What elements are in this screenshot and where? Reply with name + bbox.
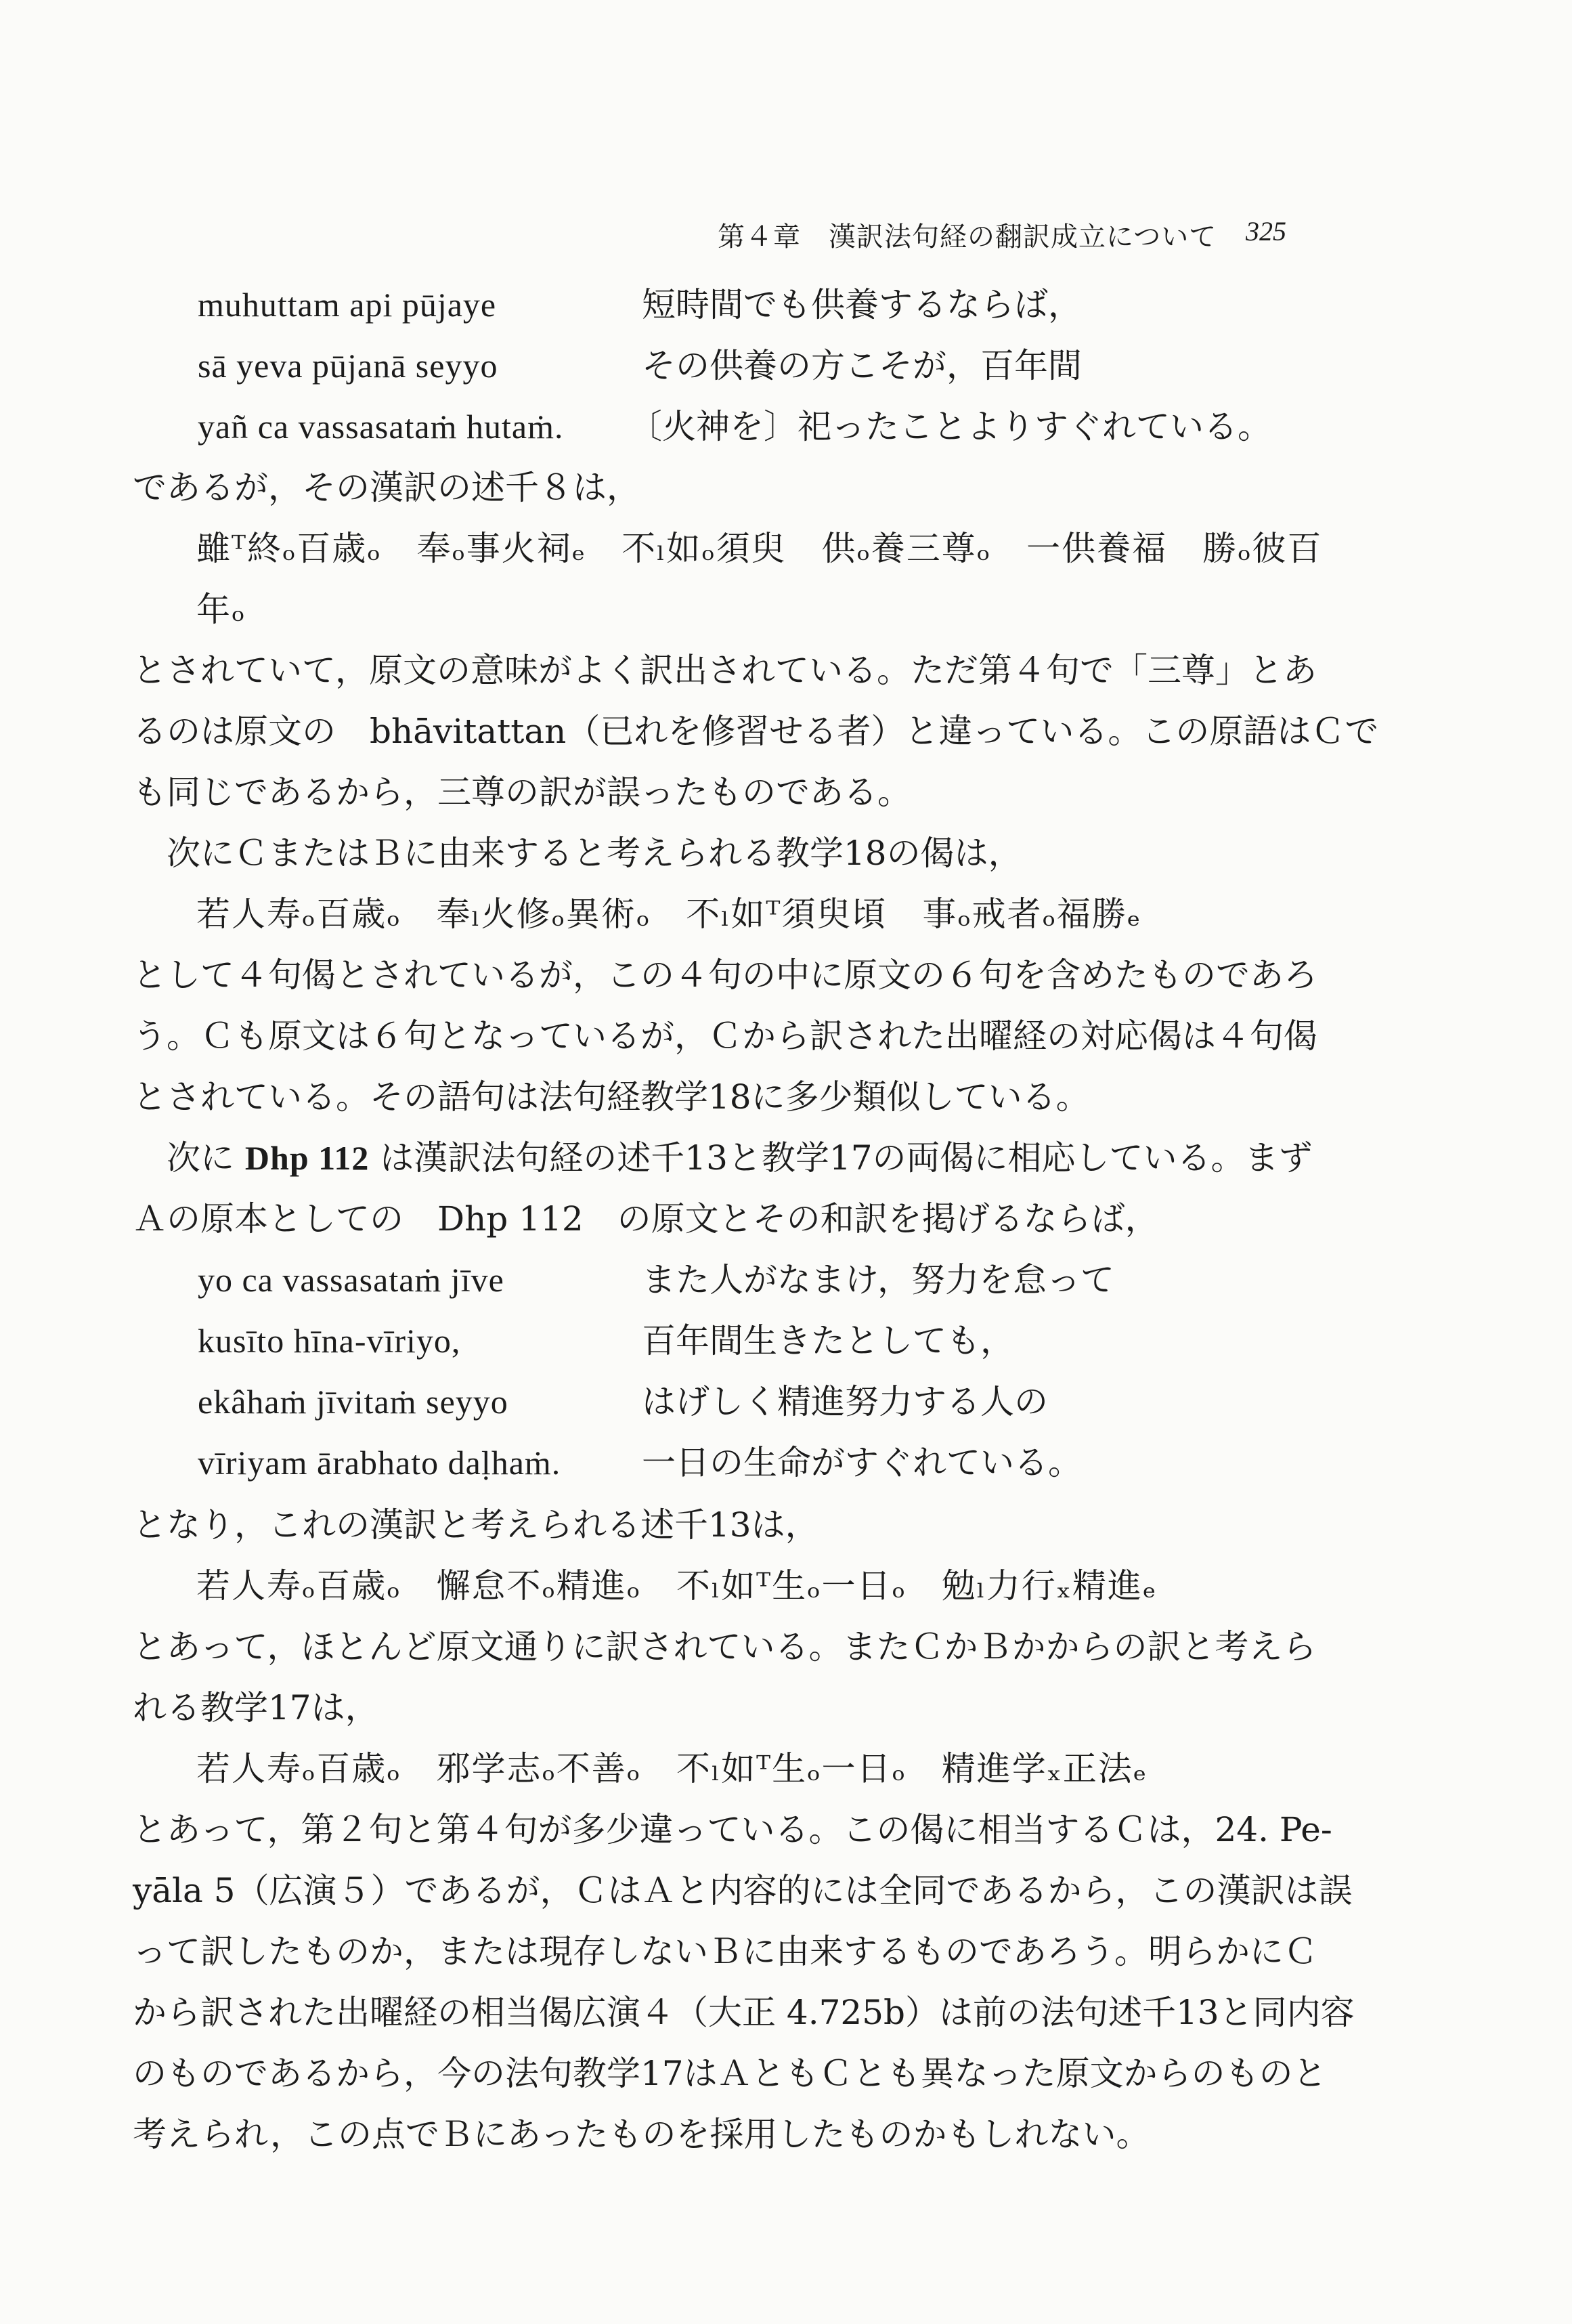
verse2-japanese-line: 一日の生命がすぐれている。 (642, 1443, 1082, 1482)
paragraph-line: れる教学17は， (133, 1688, 379, 1727)
verse2-pali-line: yo ca vassasataṁ jīve (198, 1261, 504, 1299)
verse1-pali-line: sā yeva pūjanā seyyo (198, 347, 498, 385)
verse1-pali-line: yañ ca vassasataṁ hutaṁ. (198, 408, 564, 446)
paragraph-line: として４句偈とされているが，この４句の中に原文の６句を含めたものであろ (133, 955, 1317, 995)
paragraph-line: とされていて，原文の意味がよく訳出されている。ただ第４句で「三尊」とあ (133, 651, 1317, 690)
paragraph-line: とされている。その語句は法句経教学18に多少類似している。 (133, 1077, 1090, 1117)
paragraph-line (167, 1138, 1313, 1178)
kanbun-verse-line: 若人寿ₒ百歳ₒ 奉ₗ火修ₒ異術ₒ 不ₗ如ᵀ須臾頃 事ₒ戒者ₒ福勝ₑ (196, 895, 1142, 934)
dhp-reference: Dhp 112 (244, 1139, 370, 1177)
paragraph-line: とあって，第２句と第４句が多少違っている。この偈に相当するＣは，24. Pe- (133, 1810, 1332, 1849)
page-number: 325 (1246, 216, 1286, 246)
paragraph-line: Ａの原本としての Dhp 112 の原文とその和訳を掲げるならば， (133, 1199, 1159, 1239)
kanbun-verse-line: 若人寿ₒ百歳ₒ 懈怠不ₒ精進ₒ 不ₗ如ᵀ生ₒ一日ₒ 勉ₗ力行ₓ精進ₑ (196, 1566, 1158, 1606)
kanbun-verse-line: 雖ᵀ終ₒ百歳ₒ 奉ₒ事火祠ₑ 不ₗ如ₒ須臾 供ₒ養三尊ₒ 一供養福 勝ₒ彼百 (196, 529, 1323, 568)
paragraph-line: う。Ｃも原文は６句となっているが，Ｃから訳された出曜経の対応偈は４句偈 (133, 1016, 1317, 1056)
kanbun-verse-line: 年ₒ (196, 590, 246, 629)
paragraph-text: 次に (167, 1138, 234, 1178)
paragraph-line: のものであるから，今の法句教学17はＡともＣとも異なった原文からのものと (133, 2054, 1327, 2093)
verse2-pali-line: ekâhaṁ jīvitaṁ seyyo (198, 1383, 508, 1421)
paragraph-text: は漢訳法句経の述千13と教学17の両偈に相応している。まず (380, 1138, 1313, 1178)
verse2-japanese-line: 百年間生きたとしても， (642, 1321, 1014, 1360)
paragraph-line: であるが，その漢訳の述千８は， (133, 468, 640, 507)
verse1-pali-line: muhuttam api pūjaye (198, 286, 497, 324)
verse2-pali-line: kusīto hīna-vīriyo, (198, 1322, 461, 1360)
paragraph-line: から訳された出曜経の相当偈広演４（大正 4.725b）は前の法句述千13と同内容 (133, 1993, 1355, 2032)
page-header (718, 215, 1286, 263)
verse2-japanese-line: また人がなまけ，努力を怠って (642, 1260, 1114, 1299)
paragraph-line: って訳したものか，または現存しないＢに由来するものであろう。明らかにＣ (133, 1932, 1317, 1971)
verse2-japanese-line: はげしく精進努力する人の (642, 1382, 1048, 1421)
paragraph-line: とあって，ほとんど原文通りに訳されている。またＣかＢかからの訳と考えら (133, 1627, 1317, 1666)
paragraph-line: るのは原文の bhāvitattan（已れを修習せる者）と違っている。この原語はＣで (133, 712, 1379, 751)
verse2-pali-line: vīriyam ārabhato daḷhaṁ. (198, 1444, 561, 1482)
verse1-japanese-line: その供養の方こそが，百年間 (642, 346, 1082, 385)
kanbun-verse-line: 若人寿ₒ百歳ₒ 邪学志ₒ不善ₒ 不ₗ如ᵀ生ₒ一日ₒ 精進学ₓ正法ₑ (196, 1749, 1148, 1788)
paragraph-line: 次にＣまたはＢに由来すると考えられる教学18の偈は， (167, 834, 1022, 873)
paragraph-line: となり，これの漢訳と考えられる述千13は， (133, 1505, 819, 1545)
verse1-japanese-line: 〔火神を〕祀ったことよりすぐれている。 (628, 407, 1271, 446)
paragraph-line: も同じであるから，三尊の訳が誤ったものである。 (133, 773, 911, 812)
running-title: 第４章 漢訳法句経の翻訳成立について (718, 221, 1217, 253)
paragraph-line: 考えられ，この点でＢにあったものを採用したものかもしれない。 (133, 2115, 1150, 2154)
verse1-japanese-line: 短時間でも供養するならば， (642, 285, 1082, 324)
paragraph-line: yāla 5（広演５）であるが，ＣはＡと内容的には全同であるから，この漢訳は誤 (133, 1871, 1353, 1910)
